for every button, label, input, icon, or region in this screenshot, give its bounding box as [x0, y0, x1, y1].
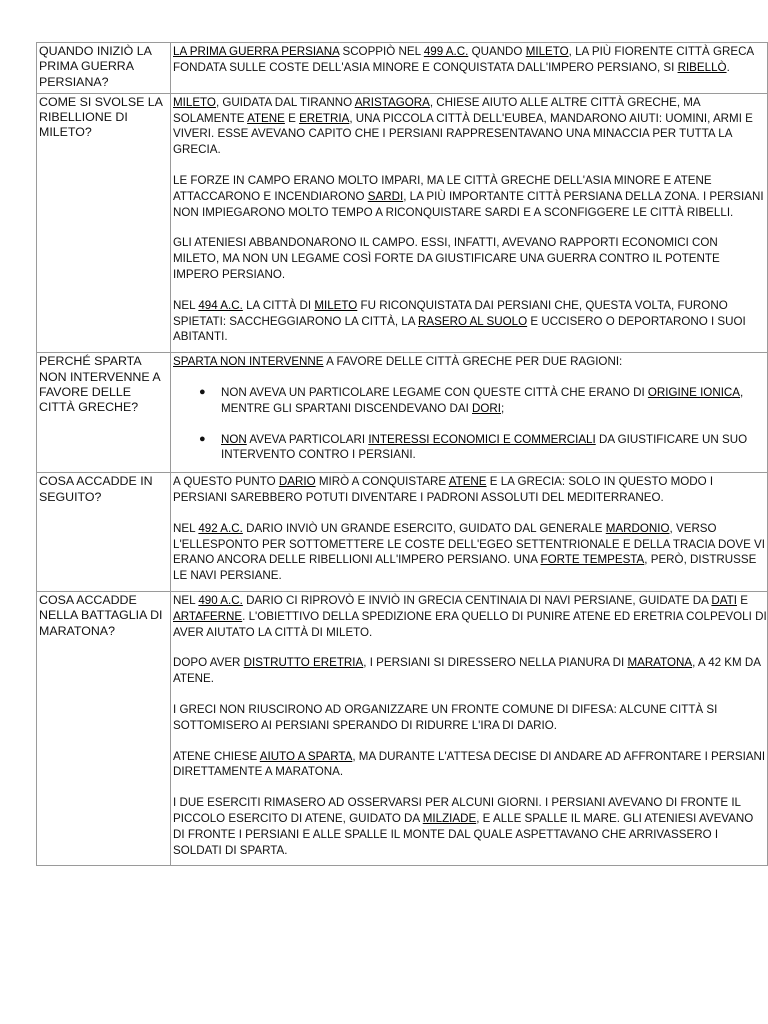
- key-term: ATENE: [247, 111, 285, 125]
- key-term: ARTAFERNE: [173, 609, 243, 623]
- key-term: RASERO AL SUOLO: [418, 314, 528, 328]
- question-cell: COME SI SVOLSE LA RIBELLIONE DI MILETO?: [37, 93, 171, 352]
- key-term: MARATONA: [627, 656, 693, 670]
- bullet-item: [201, 432, 767, 464]
- text-segment: MIRÒ A CONQUISTARE: [315, 475, 449, 489]
- answer-paragraph: [173, 44, 767, 76]
- answer-paragraph: [173, 521, 767, 584]
- text-segment: E UCCISERO O DEPORTARONO I SUOI ABITANTI.: [173, 314, 746, 344]
- text-segment: DARIO INVIÒ UN GRANDE ESERCITO, GUIDATO DAL GENERALE: [242, 521, 606, 535]
- question-cell: COSA ACCADDE IN SEGUITO?: [37, 473, 171, 592]
- text-segment: LA CITTÀ DI: [242, 298, 315, 312]
- key-term: DORI: [472, 401, 502, 415]
- text-segment: , CHIESE AIUTO ALLE ALTRE CITTÀ GRECHE, MA SOLAMENTE: [173, 95, 701, 125]
- bullet-dot-icon: ●: [199, 386, 206, 399]
- text-segment: A QUESTO PUNTO: [173, 475, 279, 489]
- key-term: MARDONIO: [605, 521, 670, 535]
- text-segment: , I PERSIANI SI DIRESSERO NELLA PIANURA DI: [363, 656, 628, 670]
- answer-paragraph: [173, 95, 767, 158]
- answer-paragraph: [173, 655, 767, 687]
- key-term: DARIO: [278, 475, 316, 489]
- text-segment: , MENTRE GLI SPARTANI DISCENDEVANO DAI: [221, 386, 744, 415]
- text-segment: AVEVA PARTICOLARI: [246, 432, 369, 446]
- text-segment: NEL: [173, 298, 199, 312]
- text-segment: QUANDO: [468, 45, 526, 58]
- key-term: SPARTA NON INTERVENNE: [173, 355, 324, 369]
- key-term: 494 A.C.: [198, 298, 243, 312]
- text-segment: ;: [501, 401, 505, 415]
- text-segment: .: [726, 60, 730, 74]
- text-segment: , MA DURANTE L'ATTESA DECISE DI ANDARE AD AFFRONTARE I PERSIANI DIRETTAMENTE A MARATONA.: [173, 749, 766, 779]
- key-term: MILETO: [173, 95, 216, 109]
- key-term: 499 A.C.: [423, 45, 469, 58]
- text-segment: DA GIUSTIFICARE UN SUO INTERVENTO CONTRO I PERSIANI.: [221, 432, 748, 462]
- answer-cell: [171, 473, 768, 592]
- text-segment: ATENE CHIESE: [173, 749, 260, 763]
- table-row: [37, 93, 768, 352]
- qa-table-body: [37, 43, 768, 866]
- bullet-dot-icon: ●: [199, 432, 206, 445]
- text-segment: , VERSO L'ELLESPONTO PER SOTTOMETTERE LE COSTE DELL'EGEO SETTENTRIONALE E DELLA TRACIA DOVE VI ERANO ANCORA DELLE RIBELLIONI ALL'IMPERO PERSIANO. UNA: [173, 521, 766, 567]
- answer-cell: [171, 592, 768, 866]
- text-segment: , UNA PICCOLA CITTÀ DELL'EUBEA, MANDARONO AIUTI: UOMINI, ARMI E VIVERI. ESSE AVEVANO CAPITO CHE I PERSIANI RAPPRESENTAVANO UNA MINACCIA PER TUTTA LA GRECIA.: [173, 111, 753, 157]
- key-term: ERETRIA: [299, 111, 350, 125]
- key-term: DISTRUTTO ERETRIA: [243, 656, 364, 670]
- text-segment: NEL: [173, 521, 199, 535]
- text-segment: E: [284, 111, 300, 125]
- key-term: INTERESSI ECONOMICI E COMMERCIALI: [368, 432, 596, 446]
- text-segment: , GUIDATA DAL TIRANNO: [215, 95, 355, 109]
- answer-paragraph: [173, 235, 767, 282]
- text-segment: LE FORZE IN CAMPO ERANO MOLTO IMPARI, MA LE CITTÀ GRECHE DELL'ASIA MINORE E ATENE ATTACCARONO E INCENDIARONO: [173, 174, 712, 203]
- table-row: [37, 353, 768, 473]
- key-term: 492 A.C.: [198, 521, 243, 535]
- key-term: DATI: [711, 594, 737, 608]
- key-term: ATENE: [448, 475, 487, 489]
- text-segment: SCOPPIÒ NEL: [339, 45, 424, 58]
- text-segment: DARIO CI RIPROVÒ E INVIÒ IN GRECIA CENTINAIA DI NAVI PERSIANE, GUIDATE DA: [242, 594, 712, 608]
- key-term: RIBELLÒ: [677, 60, 727, 74]
- key-term: LA PRIMA GUERRA PERSIANA: [173, 45, 340, 58]
- key-term: MILZIADE: [422, 811, 477, 825]
- answer-cell: [171, 93, 768, 352]
- text-segment: I GRECI NON RIUSCIRONO AD ORGANIZZARE UN FRONTE COMUNE DI DIFESA: ALCUNE CITTÀ SI SOTTOMISERO AI PERSIANI SPERANDO DI RIDURRE L'IRA DI DARIO.: [173, 703, 718, 732]
- key-term: MILETO: [525, 45, 569, 58]
- key-term: AIUTO A SPARTA: [259, 749, 353, 763]
- table-row: [37, 473, 768, 592]
- bullet-list: [173, 385, 767, 463]
- text-segment: , LA PIÙ FIORENTE CITTÀ GRECA FONDATA SULLE COSTE DELL'ASIA MINORE E CONQUISTATA DALL'IMPERO PERSIANO, SI: [173, 45, 754, 74]
- answer-paragraph: [173, 749, 767, 781]
- answer-paragraph: [173, 795, 767, 858]
- bullet-item: [201, 385, 767, 417]
- text-segment: I DUE ESERCITI RIMASERO AD OSSERVARSI PER ALCUNI GIORNI. I PERSIANI AVEVANO DI FRONTE IL PICCOLO ESERCITO DI ATENE, GUIDATO DA: [173, 796, 741, 825]
- text-segment: , A 42 KM DA ATENE.: [173, 656, 761, 686]
- text-segment: . L'OBIETTIVO DELLA SPEDIZIONE ERA QUELLO DI PUNIRE ATENE ED ERETRIA COLPEVOLI DI AVER AIUTATO LA CITTÀ DI MILETO.: [173, 609, 767, 639]
- answer-paragraph: [173, 173, 767, 220]
- table-row: [37, 592, 768, 866]
- text-segment: , LA PIÙ IMPORTANTE CITTÀ PERSIANA DELLA ZONA. I PERSIANI NON IMPIEGARONO MOLTO TEMPO A RICONQUISTARE SARDI E A SCONFIGGERE LE CITTÀ RIBELLI.: [173, 189, 764, 219]
- text-segment: DOPO AVER: [173, 656, 244, 670]
- answer-cell: [171, 43, 768, 94]
- qa-table: [36, 42, 768, 866]
- text-segment: NON AVEVA UN PARTICOLARE LEGAME CON QUESTE CITTÀ CHE ERANO DI: [221, 386, 648, 400]
- text-segment: E: [736, 594, 748, 608]
- text-segment: NEL: [173, 594, 199, 608]
- text-segment: , PERÒ, DISTRUSSE LE NAVI PERSIANE.: [173, 553, 757, 583]
- question-cell: QUANDO INIZIÒ LA PRIMA GUERRA PERSIANA?: [37, 43, 171, 94]
- answer-paragraph: [173, 298, 767, 345]
- key-term: 490 A.C.: [198, 594, 243, 608]
- key-term: FORTE TEMPESTA: [540, 553, 645, 567]
- text-segment: , E ALLE SPALLE IL MARE. GLI ATENIESI AVEVANO DI FRONTE I PERSIANI E ALLE SPALLE IL MONTE DAL QUALE ASPETTAVANO CHE ARRIVASSERO I SOLDATI DI SPARTA.: [173, 811, 754, 857]
- table-row: [37, 43, 768, 94]
- text-segment: E LA GRECIA: SOLO IN QUESTO MODO I PERSIANI SAREBBERO POTUTI DIVENTARE I PADRONI ASSOLUTI DEL MEDITERRANEO.: [173, 475, 714, 505]
- key-term: NON: [221, 432, 247, 446]
- answer-cell: [171, 353, 768, 473]
- text-segment: A FAVORE DELLE CITTÀ GRECHE PER DUE RAGIONI:: [323, 355, 623, 369]
- question-cell: PERCHÉ SPARTA NON INTERVENNE A FAVORE DELLE CITTÀ GRECHE?: [37, 353, 171, 473]
- question-cell: COSA ACCADDE NELLA BATTAGLIA DI MARATONA?: [37, 592, 171, 866]
- text-segment: FU RICONQUISTATA DAI PERSIANI CHE, QUESTA VOLTA, FURONO SPIETATI: SACCHEGGIARONO LA CITTÀ, LA: [173, 298, 728, 328]
- text-segment: GLI ATENIESI ABBANDONARONO IL CAMPO. ESSI, INFATTI, AVEVANO RAPPORTI ECONOMICI CON MILETO, MA NON UN LEGAME COSÌ FORTE DA GIUSTIFICARE UNA GUERRA CONTRO IL POTENTE IMPERO PERSIANO.: [173, 236, 720, 282]
- answer-paragraph: [173, 593, 767, 640]
- key-term: ARISTAGORA: [354, 95, 430, 109]
- key-term: SARDI: [367, 189, 404, 203]
- answer-paragraph: [173, 354, 767, 370]
- answer-paragraph: [173, 702, 767, 734]
- key-term: ORIGINE IONICA: [647, 386, 741, 400]
- answer-paragraph: [173, 474, 767, 506]
- key-term: MILETO: [314, 298, 358, 312]
